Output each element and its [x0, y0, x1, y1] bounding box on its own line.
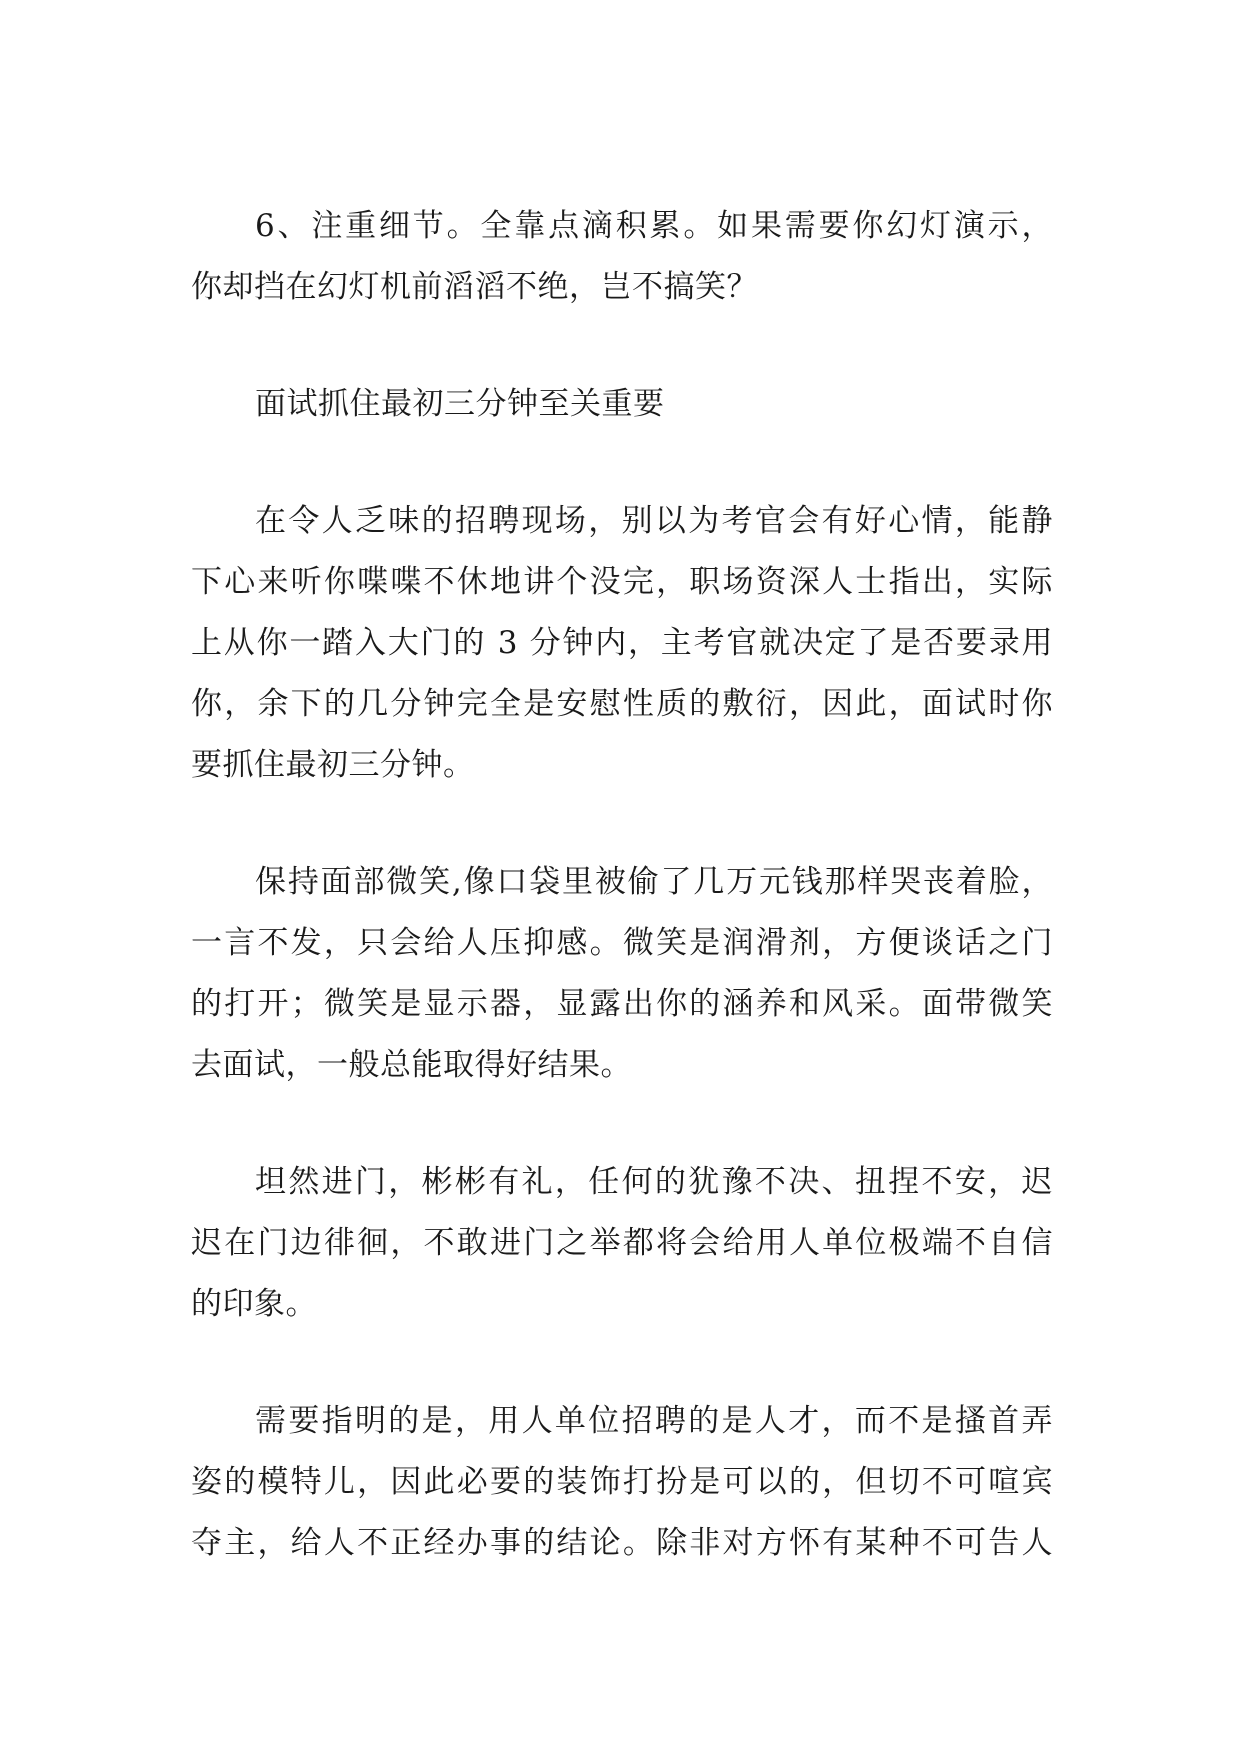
text-line: 保持面部微笑,像口袋里被偷了几万元钱那样哭丧着脸，	[255, 864, 1053, 900]
text-line: 的打开；微笑是显示器，显露出你的涵养和风采。面带微笑	[191, 986, 1053, 1022]
text-line: 姿的模特儿，因此必要的装饰打扮是可以的，但切不可喧宾	[191, 1464, 1053, 1500]
text-line: 需要指明的是，用人单位招聘的是人才，而不是搔首弄	[255, 1403, 1053, 1439]
text-line: 的印象。	[191, 1286, 317, 1322]
paragraph-attention-to-detail	[191, 196, 1053, 318]
text-line: 坦然进门，彬彬有礼，任何的犹豫不决、扭捏不安，迟	[255, 1164, 1053, 1200]
text-line: 迟在门边徘徊，不敢进门之举都将会给用人单位极端不自信	[191, 1225, 1053, 1261]
text-line: 你却挡在幻灯机前滔滔不绝，岂不搞笑？	[191, 269, 758, 305]
paragraph-first-three-minutes	[191, 491, 1053, 796]
text-line: 夺主，给人不正经办事的结论。除非对方怀有某种不可告人	[191, 1525, 1053, 1561]
heading-text: 面试抓住最初三分钟至关重要	[255, 386, 665, 422]
text-line: 上从你一踏入大门的 3 分钟内，主考官就决定了是否要录用	[191, 625, 1053, 661]
text-line: 你，余下的几分钟完全是安慰性质的敷衍，因此，面试时你	[191, 686, 1053, 722]
paragraph-smile	[191, 852, 1053, 1096]
text-line: 去面试，一般总能取得好结果。	[191, 1047, 632, 1083]
document-body	[191, 196, 1053, 1630]
paragraph-appearance	[191, 1391, 1053, 1574]
paragraph-enter-confidently	[191, 1152, 1053, 1335]
text-line: 下心来听你喋喋不休地讲个没完，职场资深人士指出，实际	[191, 564, 1053, 600]
text-line: 6、注重细节。全靠点滴积累。如果需要你幻灯演示，	[255, 208, 1053, 244]
section-heading	[191, 374, 1053, 435]
text-line: 要抓住最初三分钟。	[191, 747, 475, 783]
text-line: 一言不发，只会给人压抑感。微笑是润滑剂，方便谈话之门	[191, 925, 1053, 961]
text-line: 在令人乏味的招聘现场，别以为考官会有好心情，能静	[255, 503, 1053, 539]
